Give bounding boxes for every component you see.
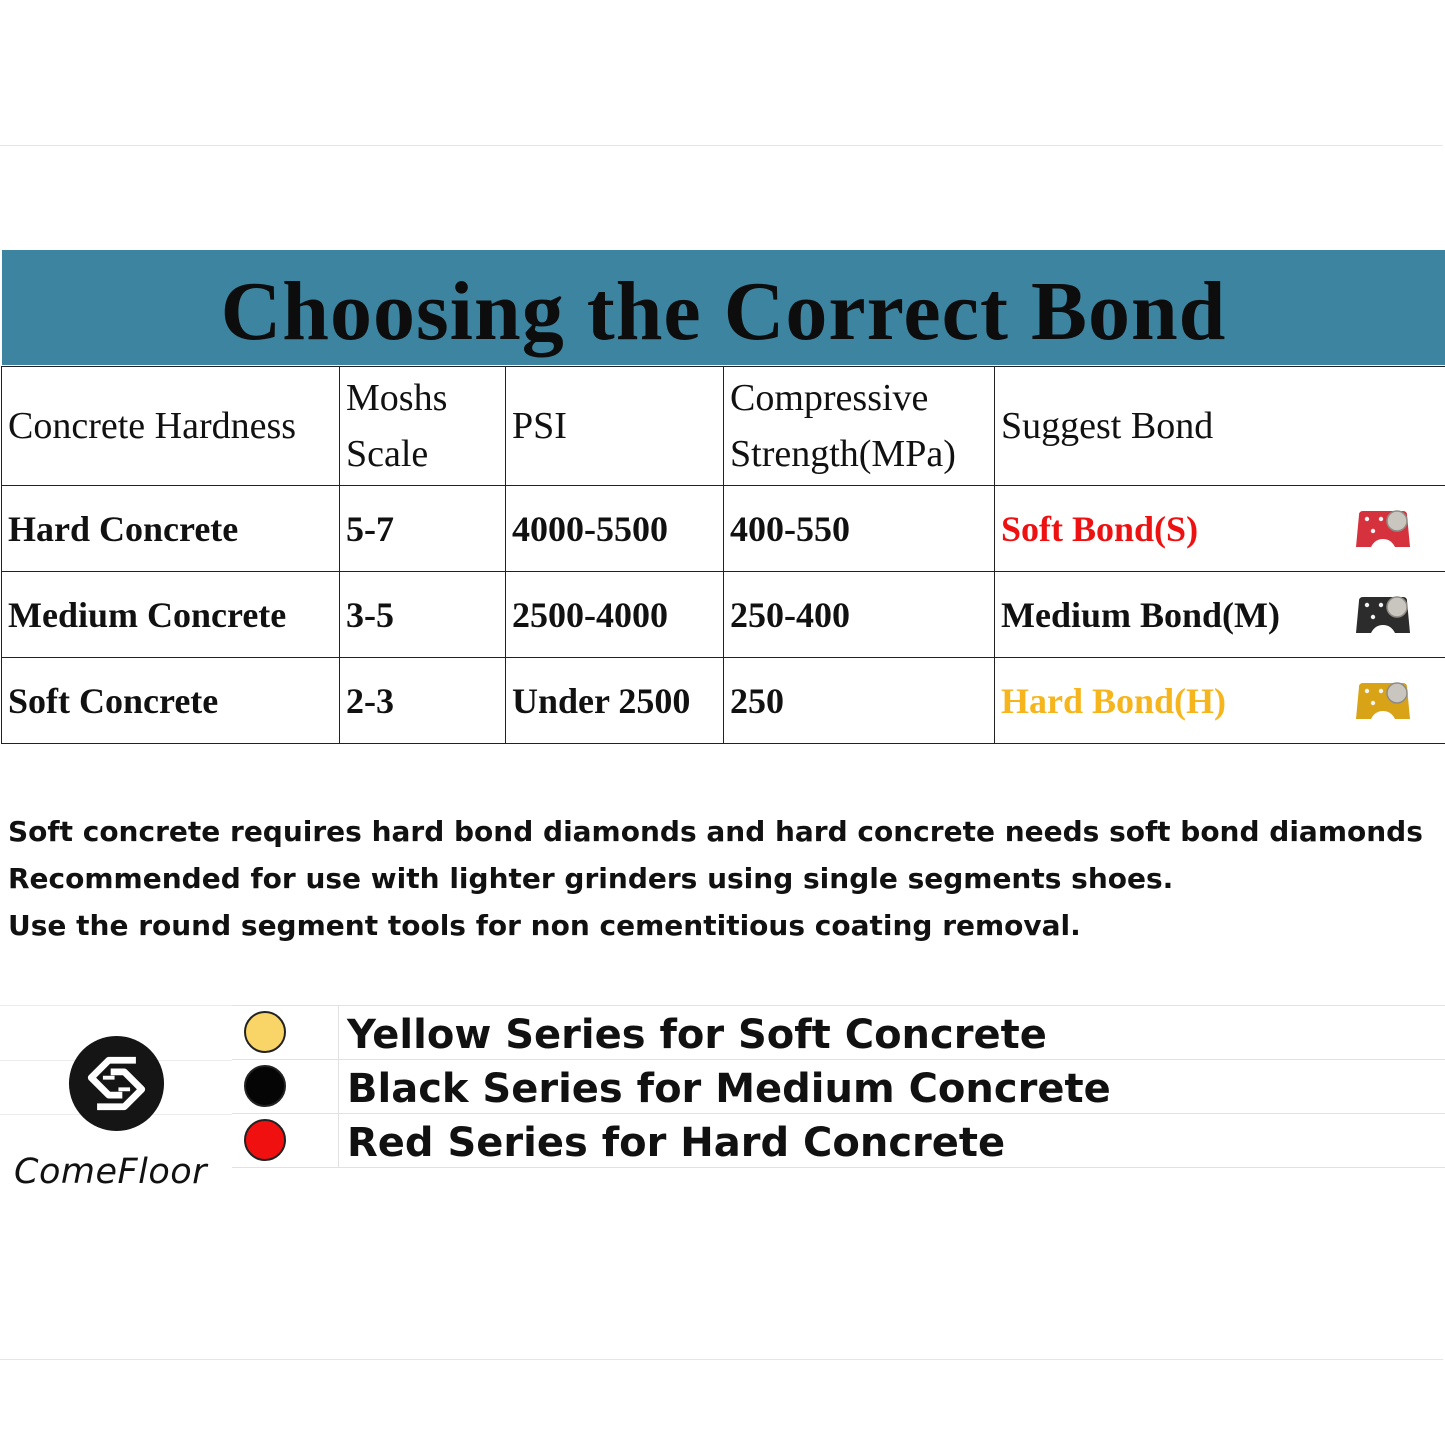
red-pad-icon bbox=[1355, 509, 1411, 549]
header-suggest-bond: Suggest Bond bbox=[995, 367, 1445, 486]
cell-bond bbox=[995, 658, 1445, 744]
cell-hardness: Soft Concrete bbox=[2, 658, 340, 744]
header-compressive-strength: Compressive Strength(MPa) bbox=[724, 367, 995, 486]
cell-mohs: 5-7 bbox=[340, 486, 506, 572]
comefloor-logo-icon bbox=[68, 1035, 165, 1132]
cell-mpa: 250 bbox=[724, 658, 995, 744]
note-line: Soft concrete requires hard bond diamonds and hard concrete needs soft bond diamonds bbox=[8, 815, 1423, 848]
cell-hardness: Medium Concrete bbox=[2, 572, 340, 658]
cell-mpa: 400-550 bbox=[724, 486, 995, 572]
note-line: Recommended for use with lighter grinders using single segments shoes. bbox=[8, 862, 1174, 895]
legend-item bbox=[232, 1059, 1445, 1113]
bond-table bbox=[1, 366, 1445, 744]
header-moshs-scale: Moshs Scale bbox=[340, 367, 506, 486]
brand-name: ComeFloor bbox=[14, 1152, 208, 1192]
divider bbox=[338, 1006, 339, 1059]
cell-psi: 4000-5500 bbox=[506, 486, 724, 572]
black-dot-icon bbox=[244, 1065, 286, 1107]
legend-item bbox=[232, 1005, 1445, 1059]
divider bbox=[338, 1114, 339, 1167]
cell-bond bbox=[995, 486, 1445, 572]
table-row bbox=[2, 572, 1445, 658]
cell-mpa: 250-400 bbox=[724, 572, 995, 658]
cell-psi: 2500-4000 bbox=[506, 572, 724, 658]
yellow-pad-icon bbox=[1355, 681, 1411, 721]
table-header-row bbox=[2, 367, 1445, 486]
legend-label: Red Series for Hard Concrete bbox=[347, 1120, 1006, 1166]
bond-label: Soft Bond(S) bbox=[1001, 508, 1199, 549]
cell-psi: Under 2500 bbox=[506, 658, 724, 744]
divider bbox=[0, 1005, 232, 1006]
table-row bbox=[2, 658, 1445, 744]
cell-mohs: 3-5 bbox=[340, 572, 506, 658]
black-pad-icon bbox=[1355, 595, 1411, 635]
legend-label: Yellow Series for Soft Concrete bbox=[347, 1012, 1047, 1058]
table-row bbox=[2, 486, 1445, 572]
legend-label: Black Series for Medium Concrete bbox=[347, 1066, 1111, 1112]
notes bbox=[8, 808, 1423, 949]
bond-label: Medium Bond(M) bbox=[1001, 594, 1280, 635]
header-concrete-hardness: Concrete Hardness bbox=[2, 367, 340, 486]
cell-bond bbox=[995, 572, 1445, 658]
divider bbox=[338, 1060, 339, 1113]
page-title: Choosing the Correct Bond bbox=[220, 265, 1227, 358]
yellow-dot-icon bbox=[244, 1011, 286, 1053]
legend-item bbox=[232, 1113, 1445, 1168]
red-dot-icon bbox=[244, 1119, 286, 1161]
note-line: Use the round segment tools for non cementitious coating removal. bbox=[8, 909, 1081, 942]
title-banner bbox=[2, 250, 1445, 365]
cell-hardness: Hard Concrete bbox=[2, 486, 340, 572]
series-legend bbox=[232, 1005, 1445, 1168]
cell-mohs: 2-3 bbox=[340, 658, 506, 744]
header-psi: PSI bbox=[506, 367, 724, 486]
bond-label: Hard Bond(H) bbox=[1001, 680, 1227, 721]
